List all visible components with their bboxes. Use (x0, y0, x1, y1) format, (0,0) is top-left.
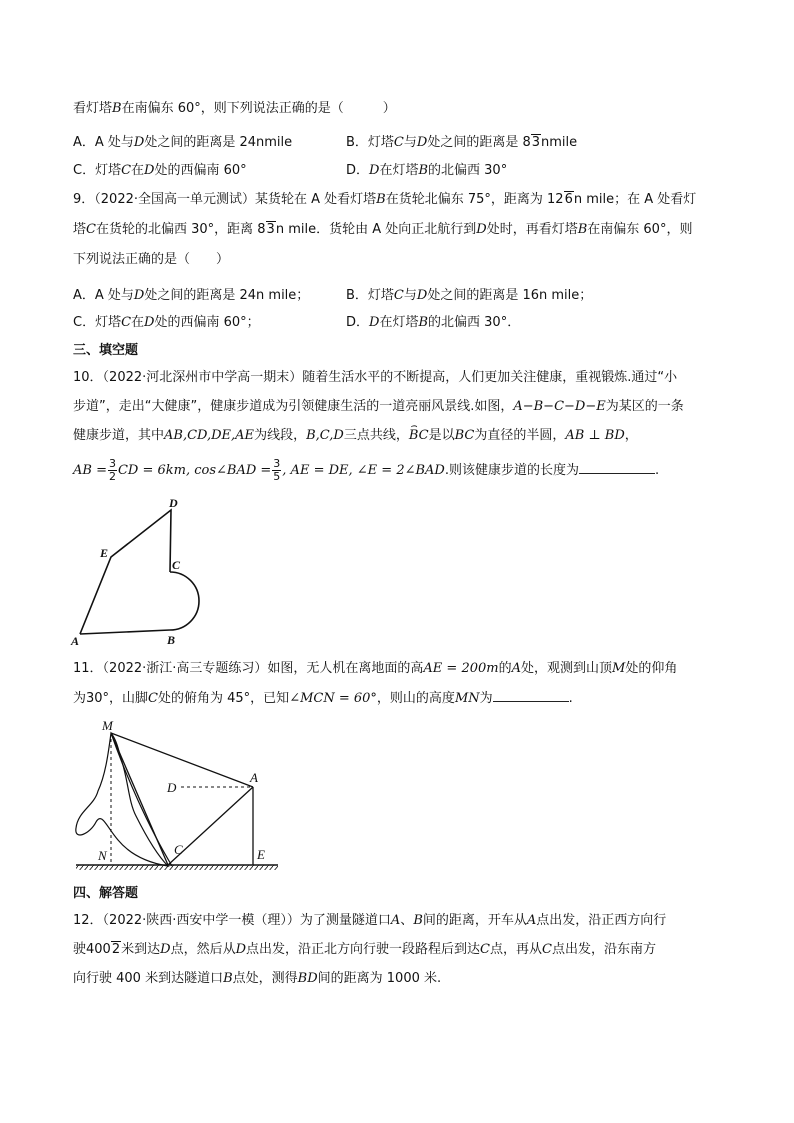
q9-opt-d-pre: D． (346, 315, 370, 330)
q9-opt-a-post: 处之间的距离是 24n mile； (144, 288, 310, 303)
q12-l2-c-var: C (480, 942, 490, 957)
q9-opt-d-mid: 在灯塔 (379, 315, 419, 330)
q8-option-d[interactable] (346, 162, 507, 180)
q12-l2-c: 点，然后从 (170, 942, 236, 957)
q9-opt-d-var: D (369, 315, 380, 330)
q9-l1-sqrt: 6 (564, 192, 573, 207)
q10-l4-rest: , AE = DE, ∠E = 2∠BAD (282, 463, 445, 478)
q10-frac2-num: 3 (273, 457, 281, 470)
q9-l2-b-var: B (577, 222, 588, 237)
q12-l1-c: 间的距离，开车从 (422, 913, 527, 928)
q10-l2-b: 为某区的一条 (605, 399, 684, 414)
q9-l1-c: n mile；在 A 处看灯 (573, 192, 697, 207)
q9-opt-b-pre: B．灯塔 (346, 288, 394, 303)
q10-frac1-num: 3 (108, 457, 116, 470)
q8-opt-b-sqrt: 3 (531, 135, 541, 150)
q12-l2-sqrt: 2 (111, 942, 121, 957)
q12-l2-a: 驶400 (73, 942, 111, 957)
q10-l4-cd: CD = 6km, cos∠BAD = (117, 463, 272, 478)
q10-l3-e: 为直径的半圆， (474, 428, 566, 443)
q9-l1-b: 在货轮北偏东 75°，距离为 12 (385, 192, 564, 207)
q9-l2-c-var: C (86, 222, 96, 237)
q10-line2 (73, 398, 684, 416)
q10-semicircle-bc (170, 572, 199, 630)
q10-l3-d: 是以 (428, 428, 455, 443)
q10-answer-blank[interactable] (579, 461, 655, 474)
q10-frac-3-5 (272, 458, 281, 483)
q11-seg-ma (111, 733, 253, 787)
q10-path-aedc (80, 510, 171, 634)
q8-option-c[interactable] (73, 162, 247, 180)
q11-line1 (73, 660, 677, 678)
q10-l4-tail: .则该健康步道的长度为 (444, 463, 579, 478)
q9-opt-a-var: D (133, 288, 145, 303)
q10-l4-end: . (654, 463, 660, 478)
q11-l1-a-var: A (511, 661, 521, 676)
q9-l2-a: 塔 (73, 222, 87, 237)
q9-line2 (73, 221, 692, 239)
q8-opt-a-pre: A．A 处与 (73, 135, 134, 150)
q10-l3-f: ， (624, 428, 638, 443)
q11-seg-mc (111, 733, 168, 865)
q11-label-m: M (102, 718, 113, 733)
q10-l2-path: A−B−C−D−E (513, 399, 606, 414)
q12-l1-d: 点出发，沿正西方向行 (536, 913, 667, 928)
q9-opt-c-mid: 在 (131, 315, 145, 330)
q11-ground-hatch (76, 865, 278, 870)
q9-l2-d-var: D (476, 222, 487, 237)
q12-l1-a2-var: A (526, 913, 537, 928)
q11-l2-mn: MN (454, 691, 480, 706)
q10-l3-bc: BC (454, 428, 475, 443)
q9-l1-a: 9．（2022·全国高一单元测试）某货轮在 A 处看灯塔 (73, 192, 377, 207)
q11-line2 (73, 689, 573, 708)
q11-l2-angle: ∠MCN = 60° (289, 691, 377, 706)
q8-opt-b-var1: C (393, 135, 404, 150)
q10-seg-ab (80, 630, 170, 634)
q10-l4-ab: AB = (73, 463, 107, 478)
q8-opt-b-var2: D (416, 135, 428, 150)
q8-opt-b-post2: nmile (541, 135, 578, 150)
q11-label-n: N (98, 848, 107, 863)
q12-l3-c: 间的距离为 1000 米. (317, 971, 442, 986)
q12-l2-b: 米到达 (121, 942, 161, 957)
section-answer-title: 四、解答题 (73, 886, 139, 901)
q12-l1-a: 12．（2022·陕西·西安中学一模（理））为了测量隧道口 (73, 913, 391, 928)
q11-l2-d: 为 (479, 691, 493, 706)
q12-l3-a: 向行驶 400 米到达隧道口 (73, 971, 224, 986)
q11-l2-c: ，则山的高度 (376, 691, 455, 706)
q11-label-c: C (174, 842, 183, 857)
q8-stem-rest: 在南偏东 60°，则下列说法正确的是（ ） (121, 101, 396, 116)
q11-figure (68, 716, 282, 874)
q9-opt-c-pre: C．灯塔 (73, 315, 122, 330)
q12-line3 (73, 970, 441, 988)
q10-figure (66, 496, 216, 648)
q9-option-d[interactable] (346, 314, 520, 332)
section-fill-in-title: 三、填空题 (73, 343, 139, 358)
q11-l1-c: 处，观测到山顶 (521, 661, 613, 676)
q8-opt-a-var: D (133, 135, 145, 150)
q12-l3-b: 点处，测得 (232, 971, 298, 986)
q8-option-a[interactable] (73, 134, 292, 152)
q8-opt-c-mid: 在 (131, 163, 145, 178)
q12-l2-d: 点出发，沿正北方向行驶一段路程后到达 (246, 942, 481, 957)
q8-opt-d-post: 的北偏西 30° (428, 163, 508, 178)
q12-line2 (73, 941, 656, 959)
q8-var-b: B (112, 101, 122, 116)
q11-l1-ae: AE = 200m (423, 661, 499, 676)
q8-opt-b-mid: 与 (403, 135, 417, 150)
q8-opt-d-pre: D． (346, 163, 370, 178)
q12-l2-f: 点出发，沿东南方 (551, 942, 656, 957)
q9-opt-c-post: 处的西偏南 60°； (154, 315, 260, 330)
q11-label-e: E (257, 847, 265, 862)
q10-line1: 10．（2022·河北深州市中学高一期末）随着生活水平的不断提高，人们更加关注健康，重视锻炼.通过“小 (73, 370, 678, 385)
q12-l1-b: 、 (400, 913, 414, 928)
q9-opt-d-b: B (418, 315, 429, 330)
q10-label-b: B (167, 633, 176, 647)
q9-opt-c-var2: D (144, 315, 155, 330)
q8-opt-d-var: D (369, 163, 380, 178)
q9-l2-c: n mile．货轮由 A 处向正北航行到 (275, 222, 477, 237)
q11-l1-b: 的 (498, 661, 512, 676)
q12-l1-b-var: B (413, 913, 423, 928)
q10-line4 (73, 458, 659, 484)
q8-opt-a-post: 处之间的距离是 24nmile (144, 135, 293, 150)
q10-frac1-den: 2 (108, 470, 116, 483)
q10-l2-a: 步道”，走出“大健康”，健康步道成为引领健康生活的一道亮丽风景线.如图， (73, 399, 514, 414)
q9-l2-b: 在货轮的北偏西 30°，距离 8 (95, 222, 266, 237)
q12-l2-d-var: D (160, 942, 171, 957)
q9-opt-b-var1: C (393, 288, 404, 303)
q12-l1-a-var: A (390, 913, 401, 928)
q9-l2-d: 处时，再看灯塔 (486, 222, 578, 237)
q12-l2-d2-var: D (235, 942, 247, 957)
q11-l1-m-var: M (612, 661, 626, 676)
q10-line3 (73, 427, 638, 445)
q10-label-d: D (169, 496, 178, 510)
q8-option-b[interactable] (346, 134, 577, 152)
q10-label-e: E (100, 546, 109, 560)
q11-l2-c-var: C (148, 691, 158, 706)
q9-line1 (73, 191, 696, 209)
q8-opt-b-pre: B．灯塔 (346, 135, 394, 150)
q9-opt-b-mid: 与 (403, 288, 417, 303)
q8-stem-text: 看灯塔 (73, 101, 113, 116)
q8-opt-c-pre: C．灯塔 (73, 163, 122, 178)
q12-l3-bd: BD (297, 971, 318, 986)
q11-l2-b: 处的俯角为 45°，已知 (158, 691, 290, 706)
q8-opt-d-mid: 在灯塔 (379, 163, 419, 178)
q9-opt-b-var2: D (416, 288, 428, 303)
q10-l3-perp: AB ⊥ BD (565, 428, 625, 443)
q12-l2-c2-var: C (542, 942, 552, 957)
q11-label-d: D (167, 780, 177, 795)
q10-frac-3-2 (108, 458, 117, 483)
q10-frac2-den: 5 (273, 470, 281, 483)
q9-l1-b-var: B (376, 192, 386, 207)
q11-label-a: A (250, 770, 258, 785)
q9-option-c[interactable] (73, 314, 260, 332)
q10-label-c: C (172, 558, 181, 572)
q9-opt-a-pre: A．A 处与 (73, 288, 134, 303)
q9-opt-b-post: 处之间的距离是 16n mile； (427, 288, 593, 303)
q11-answer-blank[interactable] (493, 689, 569, 702)
q9-opt-c-var1: C (121, 315, 132, 330)
q10-l3-b: 为线段， (254, 428, 307, 443)
q10-l3-pts: B,C,D (306, 428, 344, 443)
q12-l2-e: 点，再从 (489, 942, 542, 957)
q8-opt-c-var2: D (144, 163, 155, 178)
q8-opt-b-post1: 处之间的距离是 8 (427, 135, 531, 150)
q12-l3-b-var: B (223, 971, 233, 986)
q12-line1 (73, 912, 666, 930)
q8-opt-d-b: B (418, 163, 429, 178)
q9-l2-e: 在南偏东 60°，则 (587, 222, 693, 237)
q11-l2-a: 为30°，山脚 (73, 691, 149, 706)
q11-mountain (76, 733, 168, 866)
q8-opt-c-post: 处的西偏南 60° (154, 163, 247, 178)
q9-option-b[interactable] (346, 287, 592, 305)
q9-option-a[interactable] (73, 287, 309, 305)
q9-l2-sqrt: 3 (266, 222, 275, 237)
q10-label-a: A (71, 634, 80, 648)
q8-stem (73, 100, 396, 118)
q10-l3-segs: AB,CD,DE,AE (164, 428, 255, 443)
q10-l3-c: 三点共线， (343, 428, 409, 443)
q8-opt-c-var1: C (121, 163, 132, 178)
q11-l2-end: . (568, 691, 573, 706)
q10-l3-a: 健康步道，其中 (73, 428, 165, 443)
q11-l1-d: 处的仰角 (625, 661, 678, 676)
q9-opt-d-post: 的北偏西 30°． (428, 315, 521, 330)
q10-l3-arc: ⌢ BC (409, 427, 429, 445)
q11-l1-a: 11．（2022·浙江·高三专题练习）如图，无人机在离地面的高 (73, 661, 424, 676)
q9-line3: 下列说法正确的是（ ） (73, 252, 230, 267)
